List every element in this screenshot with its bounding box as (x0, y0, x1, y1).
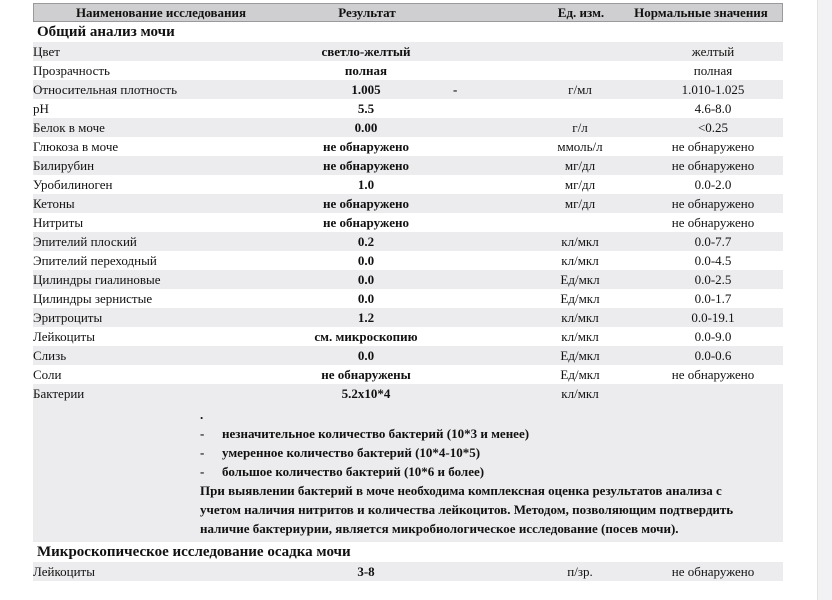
table-row (33, 384, 783, 403)
row-flag: - (453, 82, 458, 97)
table-row (33, 42, 783, 61)
header-unit: Ед. изм. (557, 5, 605, 20)
row-unit: мг/дл (564, 177, 596, 192)
row-unit: Ед/мкл (560, 367, 600, 382)
row-norm: 4.6-8.0 (694, 101, 732, 116)
note-item: - большое количество бактерий (10*6 и более) (200, 464, 485, 479)
row-unit: г/мл (568, 82, 592, 97)
row-unit: ммоль/л (557, 139, 603, 154)
row-norm: не обнаружено (671, 196, 755, 211)
row-result: 0.0 (357, 291, 375, 306)
row-name: Цилиндры гиалиновые (33, 272, 161, 287)
table-row (33, 346, 783, 365)
row-name: Цилиндры зернистые (33, 291, 153, 306)
row-unit: Ед/мкл (560, 272, 600, 287)
row-unit: кл/мкл (561, 329, 599, 344)
row-name: Соли (33, 367, 62, 382)
row-name: Прозрачность (33, 63, 110, 78)
table-row (33, 289, 783, 308)
row-norm: 0.0-9.0 (694, 329, 732, 344)
row-norm: <0.25 (697, 120, 729, 135)
row-name: Кетоны (33, 196, 75, 211)
row-unit: кл/мкл (561, 253, 599, 268)
row-norm: не обнаружено (671, 158, 755, 173)
row-name: Лейкоциты (33, 564, 95, 579)
row-unit: мг/дл (564, 196, 596, 211)
table-row (33, 61, 783, 80)
results-table (33, 42, 783, 403)
row-result: не обнаружено (323, 215, 409, 230)
table-header (33, 3, 783, 22)
table-row (33, 308, 783, 327)
row-norm: не обнаружено (671, 367, 755, 382)
row-result: 1.005 (351, 82, 381, 97)
row-name: Эпителий плоский (33, 234, 137, 249)
row-result: 1.0 (357, 177, 375, 192)
lab-results-document (33, 0, 783, 581)
row-norm: не обнаружено (671, 139, 755, 154)
row-norm: не обнаружено (671, 564, 755, 579)
row-norm: 0.0-19.1 (691, 310, 735, 325)
table-row (33, 99, 783, 118)
row-result: не обнаружены (321, 367, 411, 382)
table-row (33, 80, 783, 99)
row-norm: 0.0-2.0 (694, 177, 732, 192)
table-row (33, 137, 783, 156)
row-result: 1.2 (357, 310, 375, 325)
table-row (33, 251, 783, 270)
row-result: см. микроскопию (314, 329, 418, 344)
table-row (33, 175, 783, 194)
row-name: pH (33, 101, 49, 116)
row-result: полная (344, 63, 388, 78)
row-result: не обнаружено (323, 196, 409, 211)
section-title: Общий анализ мочи (33, 22, 783, 42)
note-item: - умеренное количество бактерий (10*4-10*5) (200, 445, 481, 460)
row-unit: кл/мкл (561, 234, 599, 249)
row-norm: желтый (691, 44, 735, 59)
row-norm: 0.0-7.7 (694, 234, 732, 249)
row-result: светло-желтый (321, 44, 411, 59)
row-unit: кл/мкл (561, 386, 599, 401)
row-name: Слизь (33, 348, 67, 363)
row-name: Бактерии (33, 386, 85, 401)
row-result: 0.0 (357, 272, 375, 287)
row-norm: 0.0-1.7 (694, 291, 732, 306)
note-item: - незначительное количество бактерий (10*3 и менее) (200, 426, 530, 441)
row-name: Лейкоциты (33, 329, 95, 344)
row-name: Относительная плотность (33, 82, 178, 97)
row-name: Цвет (33, 44, 60, 59)
row-result: не обнаружено (323, 139, 409, 154)
header-norm: Нормальные значения (634, 5, 768, 20)
table-row (33, 118, 783, 137)
header-result: Результат (338, 5, 396, 20)
row-name: Билирубин (33, 158, 95, 173)
header-name: Наименование исследования (75, 5, 247, 20)
row-result: 0.2 (357, 234, 375, 249)
bacteria-note (33, 403, 783, 542)
row-result: не обнаружено (323, 158, 409, 173)
row-name: Глюкоза в моче (33, 139, 119, 154)
row-result: 5.2x10*4 (341, 386, 391, 401)
row-result: 0.0 (357, 348, 375, 363)
row-unit: п/зр. (567, 564, 593, 579)
row-result: 0.00 (354, 120, 378, 135)
table-row (33, 270, 783, 289)
row-norm: 1.010-1.025 (681, 82, 745, 97)
table-row (33, 213, 783, 232)
row-unit: Ед/мкл (560, 348, 600, 363)
row-result: 5.5 (357, 101, 375, 116)
row-norm: полная (693, 63, 733, 78)
row-unit: мг/дл (564, 158, 596, 173)
table-row (33, 562, 783, 581)
row-name: Эпителий переходный (33, 253, 157, 268)
row-unit: г/л (572, 120, 588, 135)
scrollbar[interactable] (817, 0, 832, 600)
section-title: Микроскопическое исследование осадка мочи (33, 542, 783, 562)
table-row (33, 327, 783, 346)
row-unit: Ед/мкл (560, 291, 600, 306)
table-row (33, 365, 783, 384)
row-norm: 0.0-4.5 (694, 253, 732, 268)
row-norm: 0.0-2.5 (694, 272, 732, 287)
note-dot: . (200, 407, 204, 422)
row-name: Белок в моче (33, 120, 105, 135)
note-text: При выявлении бактерий в моче необходима комплексная оценка результатов анализа с учетом наличия нитритов и количества лейкоцитов. Методом, позволяющим подтвердить наличие бактериурии, является микробиологическое исследование (посев мочи). (200, 483, 734, 536)
row-norm: 0.0-0.6 (694, 348, 732, 363)
row-unit: кл/мкл (561, 310, 599, 325)
row-norm: не обнаружено (671, 215, 755, 230)
table-row (33, 232, 783, 251)
row-name: Нитриты (33, 215, 84, 230)
table-row (33, 194, 783, 213)
row-name: Эритроциты (33, 310, 103, 325)
row-name: Уробилиноген (33, 177, 113, 192)
table-row (33, 156, 783, 175)
row-result: 3-8 (357, 564, 375, 579)
row-result: 0.0 (357, 253, 375, 268)
